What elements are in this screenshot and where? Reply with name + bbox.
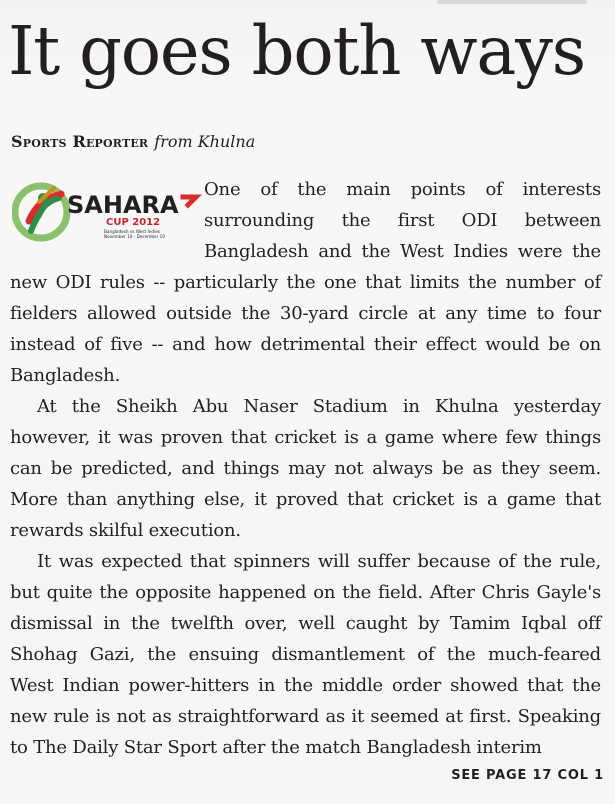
logo-wrap-space (10, 174, 204, 267)
logo-subline-2: November 14 - December 10 (104, 234, 165, 239)
article-body (10, 174, 601, 763)
article-paragraph-3: It was expected that spinners will suffer because of the rule, but quite the opposite happened on the field. After Chris Gayle's dismissal in the twelfth over, well caught by Tamim Iqbal off Shohag Gazi, the ensuing dismantlement of the much-feared West Indian power-hitters in the middle order showed that the new rule is not as straightforward as it seemed at first. Speaking to The Daily Star Sport after the match Bangladesh interim (10, 551, 601, 758)
article-paragraph-2: At the Sheikh Abu Naser Stadium in Khulna yesterday however, it was proven that cricket is a game where few things can be predicted, and things may not always be as they seem. More than anything else, it proved that cricket is a game that rewards skilful execution. (10, 396, 601, 541)
jump-line: SEE PAGE 17 COL 1 (451, 768, 604, 783)
headline: It goes both ways (8, 12, 585, 90)
logo-cup: CUP 2012 (106, 217, 161, 228)
logo-brand: SAHARA (67, 191, 179, 219)
byline-location: from Khulna (154, 132, 256, 151)
article-paragraph-1: One of the main points of interests surrounding the first ODI between Bangladesh and the West Indies were the new ODI rules -- particularly the one that limits the number of fielders allowed outside the 30-yard circle at any time to four instead of five -- and how detrimental their effect would be on Bangladesh. (10, 179, 601, 386)
logo-subline-1: Bangladesh vs West Indies (104, 229, 160, 234)
top-rule (437, 0, 587, 4)
byline (11, 133, 255, 151)
byline-role: Sports Reporter (11, 132, 149, 151)
